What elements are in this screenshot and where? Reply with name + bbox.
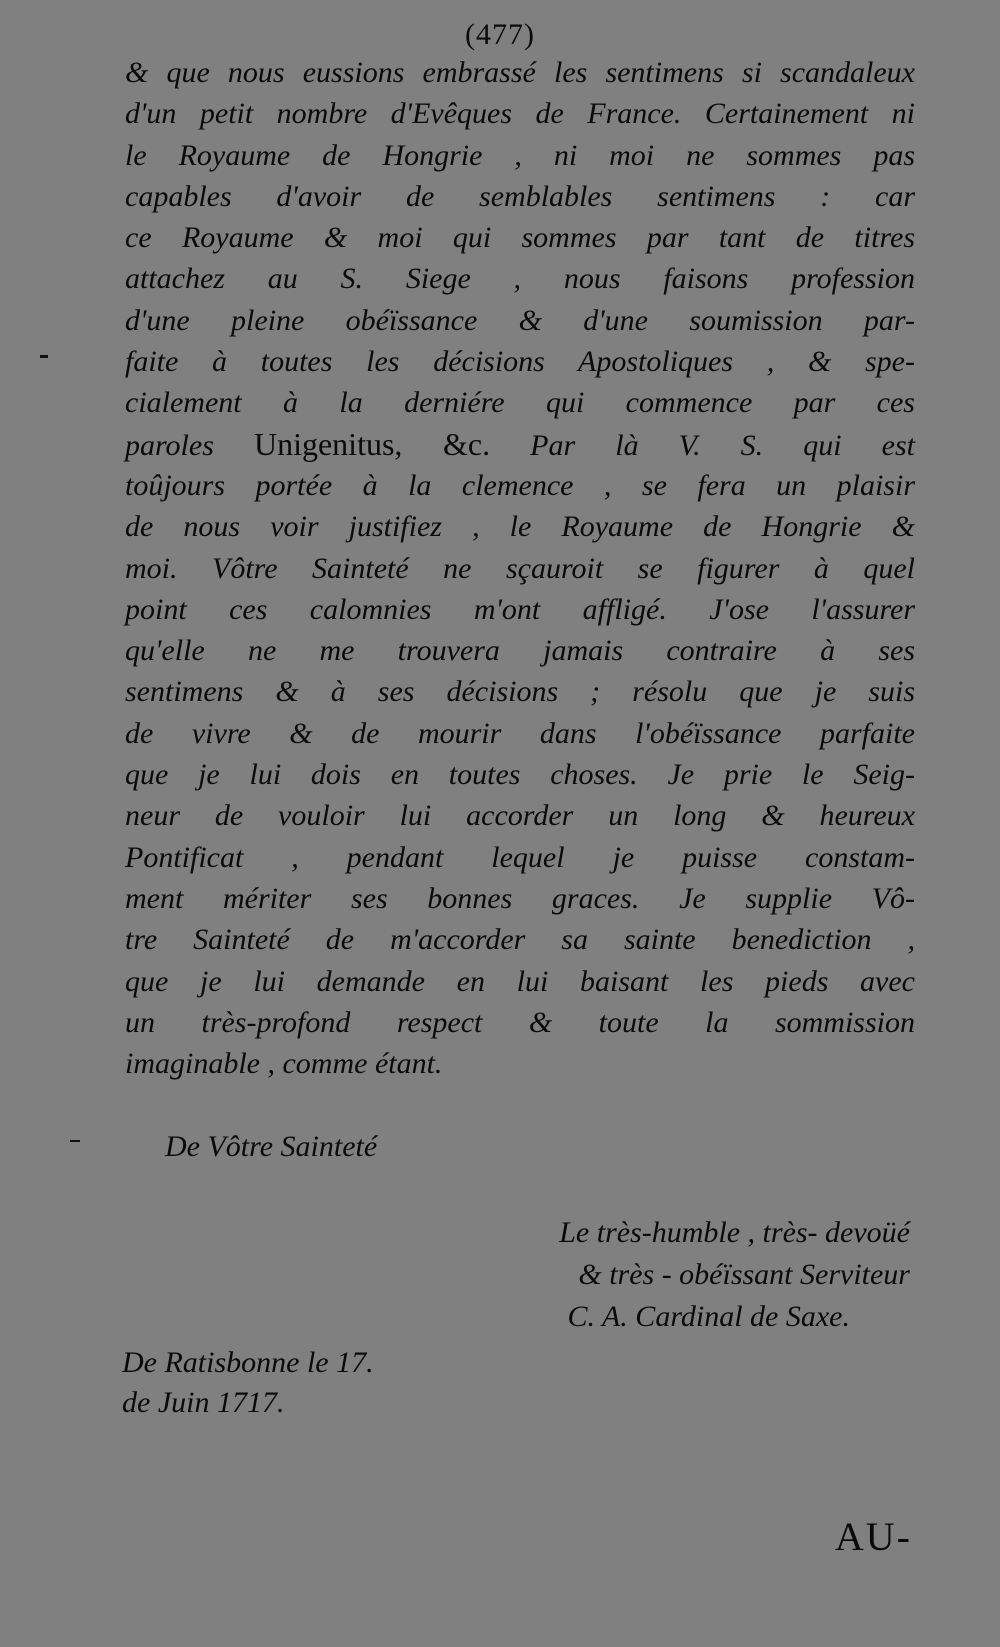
text-line: que je lui dois en toutes choses. Je prie le Seig-: [125, 758, 915, 792]
text-line: qu'elle ne me trouvera jamais contraire à ses: [125, 634, 915, 668]
margin-dash-mark: [40, 355, 48, 358]
text-line: le Royaume de Hongrie , ni moi ne sommes pas: [125, 138, 915, 172]
text-line: de nous voir justifiez , le Royaume de Hongrie &: [125, 510, 915, 544]
text-line: un très-profond respect & toute la sommission: [125, 1005, 915, 1039]
text-line: de vivre & de mourir dans l'obéïssance parfaite: [125, 716, 915, 750]
margin-dash-mark: [70, 1140, 80, 1142]
text-line: moi. Vôtre Sainteté ne sçauroit se figurer à quel: [125, 551, 915, 585]
text-line: d'un petit nombre d'Evêques de France. Certainement ni: [125, 97, 915, 131]
text-line: point ces calomnies m'ont affligé. J'ose l'assurer: [125, 592, 915, 626]
text-line: ce Royaume & moi qui sommes par tant de titres: [125, 221, 915, 255]
signatory-name: C. A. Cardinal de Saxe.: [567, 1300, 850, 1333]
letter-body: [125, 52, 915, 1084]
text-line: capables d'avoir de semblables sentimens : car: [125, 179, 915, 213]
date-line: de Juin 1717.: [122, 1386, 285, 1419]
signature-block: [430, 1212, 910, 1338]
line-segment: Par là V. S. qui est: [490, 428, 915, 462]
text-line: toûjours portée à la clemence , se fera un plaisir: [125, 468, 915, 502]
text-line: imaginable , comme étant.: [125, 1047, 443, 1081]
closing-salutation: De Vôtre Sainteté: [165, 1130, 378, 1163]
text-line: faite à toutes les décisions Apostoliques , & spe-: [125, 345, 915, 379]
catchword: AU-: [834, 1514, 912, 1559]
text-line: attachez au S. Siege , nous faisons profession: [125, 262, 915, 296]
text-line: & que nous eussions embrassé les sentimens si scandaleux: [125, 56, 915, 89]
signature-line: & très - obéïssant Serviteur: [578, 1258, 910, 1291]
text-line: sentimens & à ses décisions ; résolu que je suis: [125, 675, 915, 709]
page-number: (477): [465, 18, 535, 51]
signature-line: Le très-humble , très- devoüé: [559, 1216, 910, 1249]
text-line: tre Sainteté de m'accorder sa sainte benediction ,: [125, 923, 915, 957]
place-and-date: [122, 1343, 374, 1423]
text-line: cialement à la derniére qui commence par ces: [125, 386, 915, 420]
text-line: neur de vouloir lui accorder un long & heureux: [125, 799, 915, 833]
text-line: ment mériter ses bonnes graces. Je supplie Vô-: [125, 881, 915, 915]
place-line: De Ratisbonne le 17.: [122, 1346, 374, 1379]
text-line-unigenitus: [125, 424, 915, 465]
text-line: Pontificat , pendant lequel je puisse constam-: [125, 840, 915, 874]
text-line: d'une pleine obéïssance & d'une soumission par-: [125, 303, 915, 337]
line-segment: paroles: [125, 428, 254, 462]
bull-title: Unigenitus, &c.: [253, 425, 491, 462]
text-line: que je lui demande en lui baisant les pieds avec: [125, 964, 915, 998]
